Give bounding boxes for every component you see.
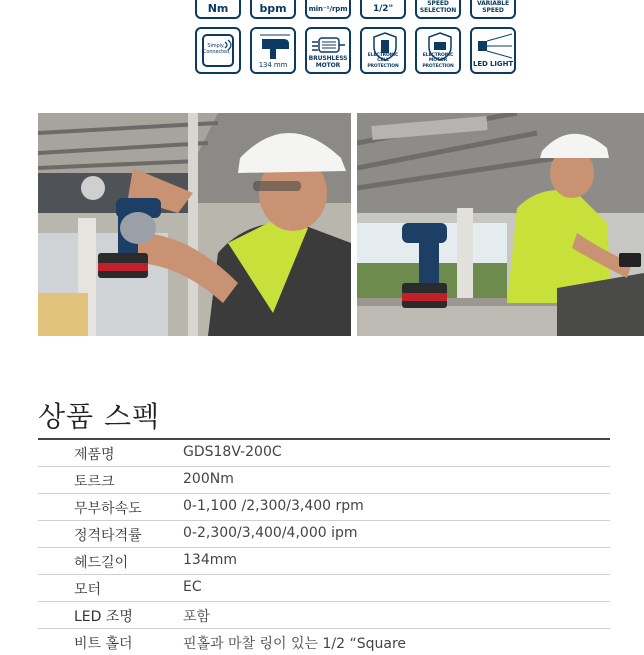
bpm-label: bpm xyxy=(259,2,287,15)
motor-protection-label: ELECTRONIC MOTOR PROTECTION xyxy=(422,52,454,69)
rpm-label: min⁻¹/rpm xyxy=(308,5,348,13)
spec-key: 무부하속도 xyxy=(74,501,142,517)
rpm-icon xyxy=(305,0,351,19)
connected-icon xyxy=(195,27,241,74)
photo-worker-using-tool xyxy=(38,113,351,336)
connected-label: Simply. Connected. xyxy=(203,43,231,55)
spec-row xyxy=(38,602,610,629)
photo-worker-using-tool-graphic xyxy=(38,113,351,336)
spec-value: 0-2,300/3,400/4,000 ipm xyxy=(183,525,358,541)
spec-value: EC xyxy=(183,579,202,595)
spec-value: 핀홀과 마찰 링이 있는 1/2 “Square xyxy=(183,636,407,652)
electronic-cell-protection-icon xyxy=(360,27,406,74)
photo-worker-resting-graphic xyxy=(357,113,644,336)
led-light-label: LED LIGHT xyxy=(472,60,514,68)
spec-title: 상품 스펙 xyxy=(38,400,161,433)
photo-worker-resting xyxy=(357,113,644,336)
square-drive-label: 1/2" xyxy=(372,4,394,14)
electronic-motor-protection-icon xyxy=(415,27,461,74)
spec-value: 200Nm xyxy=(183,471,234,487)
spec-value: 포함 xyxy=(183,609,211,625)
spec-key: 헤드길이 xyxy=(74,555,129,571)
bpm-icon xyxy=(250,0,296,19)
spec-row xyxy=(38,494,610,521)
variable-speed-icon xyxy=(470,0,516,19)
spec-key: 정격타격률 xyxy=(74,528,142,544)
cell-protection-label: ELECTRONIC CELL PROTECTION xyxy=(367,52,399,69)
square-drive-icon xyxy=(360,0,406,19)
head-length-icon xyxy=(250,27,296,74)
spec-key: 토르크 xyxy=(74,474,115,490)
torque-icon xyxy=(195,0,241,19)
spec-key: 제품명 xyxy=(74,447,115,463)
spec-value: GDS18V-200C xyxy=(183,444,282,460)
feature-icons xyxy=(190,0,520,80)
head-length-label: 134 mm xyxy=(258,61,288,69)
speed-selection-label: SPEED SELECTION xyxy=(419,0,457,14)
brushless-motor-icon xyxy=(305,27,351,74)
variable-speed-label: VARIABLE SPEED xyxy=(476,0,510,14)
spec-key: 모터 xyxy=(74,582,102,598)
led-light-icon xyxy=(470,27,516,74)
spec-row xyxy=(38,575,610,602)
spec-key: 비트 홀더 xyxy=(74,636,133,652)
speed-selection-icon xyxy=(415,0,461,19)
torque-label: Nm xyxy=(207,2,229,15)
spec-row xyxy=(38,548,610,575)
spec-value: 0-1,100 /2,300/3,400 rpm xyxy=(183,498,364,514)
spec-row xyxy=(38,521,610,548)
brushless-motor-label: BRUSHLESS MOTOR xyxy=(308,55,348,69)
spec-key: LED 조명 xyxy=(74,609,133,625)
spec-row xyxy=(38,629,610,655)
spec-table xyxy=(38,440,610,655)
spec-row xyxy=(38,440,610,467)
spec-value: 134mm xyxy=(183,552,237,568)
spec-row xyxy=(38,467,610,494)
